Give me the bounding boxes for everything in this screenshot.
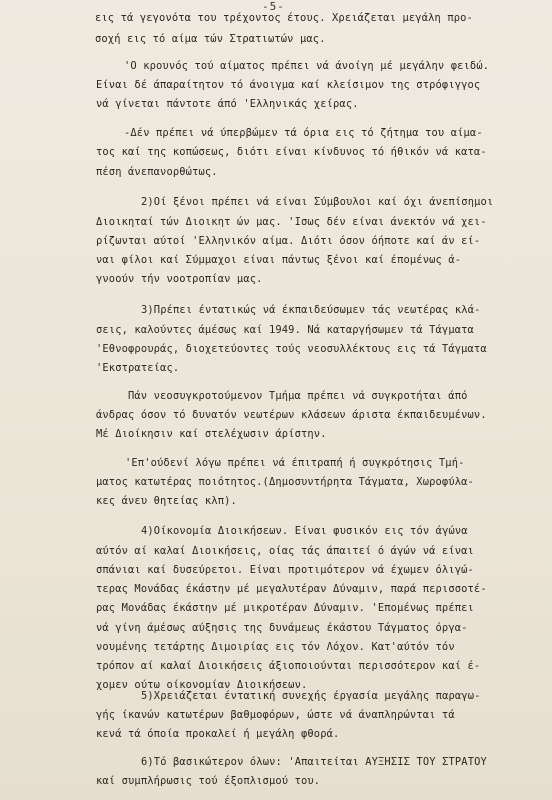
text-line: -Δέν πρέπει νά ύπερβώμεν τά όρια εις τό ζήτημα του αίμα- <box>124 127 483 139</box>
text-line: σεις, καλούντες άμέσως καί 1949. Νά καταργήσωμεν τά Τάγματα <box>96 324 474 336</box>
page-number: -5- <box>262 0 285 13</box>
text-line: άνδρας όσον τό δυνατόν νεωτέρων κλάσεων άριστα έκπαιδευμένων. <box>96 409 487 421</box>
text-line: σοχή εις τό αίμα τών Στρατιωτών μας. <box>95 33 326 45</box>
text-line: Είναι δέ άπαραίτητον τό άνοιγμα καί κλείσιμον της στρόφιγγος <box>96 79 481 91</box>
text-line: 2)Οί ξένοι πρέπει νά είναι Σύμβουλοι καί όχι άνεπίσημοι <box>141 196 494 208</box>
text-line: 'Επ'ούδενί λόγω πρέπει νά έπιτραπή ή συγκρότησις Τμή- <box>125 457 465 469</box>
text-line: χομεν ούτω οίκονομίαν Διοικήσεων. <box>96 679 308 691</box>
text-line: κες άνευ θητείας κλπ). <box>96 495 237 507</box>
text-line: γνοούν τήν νοοτροπίαν μας. <box>96 273 263 285</box>
text-line: 'Εθνοφρουράς, διοχετεύοντες τούς νεοσυλλέκτους εις τά Τάγματα <box>96 343 487 355</box>
text-line: αύτόν αί καλαί Διοικήσεις, οίας τάς άπαιτεί ό άγών νά είναι <box>96 545 474 557</box>
text-line: νά γίνεται πάντοτε άπό 'Ελληνικάς χείρας. <box>96 98 359 110</box>
text-line: 4)Οίκονομία Διοικήσεων. Είναι φυσικόν εις τόν άγώνα <box>141 525 468 537</box>
text-line: Πάν νεοσυγκροτούμενον Τμήμα πρέπει νά συγκροτήται άπό <box>128 390 468 402</box>
text-line: τρόπον αί καλαί Διοικήσεις άξιοποιούνται περισσότερον καί έ- <box>96 660 481 672</box>
text-line: νουμένης τετάρτης Διμοιρίας εις τόν Λόχον. Κατ'αύτόν τόν <box>96 641 455 653</box>
text-line: εις τά γεγονότα του τρέχοντος έτους. Χρειάζεται μεγάλη προ- <box>95 12 473 24</box>
text-line: Διοικηταί τών Διοικητ ών μας. 'Ισως δέν είναι άνεκτόν νά χει- <box>96 216 487 228</box>
text-line: κενά τά όποία προκαλεί ή μεγάλη φθορά. <box>96 728 340 740</box>
text-line: τερας Μονάδας έκάστην μέ μεγαλυτέραν Δύναμιν, παρά περισσοτέ- <box>96 583 487 595</box>
text-line: γής ίκανών κατωτέρων βαθμοφόρων, ώστε νά άναπληρώνται τά <box>96 709 455 721</box>
text-line: ματος κατωτέρας ποιότητος.(Δημοσυντήρητα Τάγματα, Χωροφύλα- <box>96 476 474 488</box>
text-line: 6)Τό βασικώτερον όλων: 'Απαιτείται ΑΥΞΗΣΙΣ ΤΟΥ ΣΤΡΑΤΟΥ <box>141 756 487 768</box>
text-line: 'Ο κρουνός τού αίματος πρέπει νά άνοίγη μέ μεγάλην φειδώ. <box>124 60 490 72</box>
text-line: 'Εκστρατείας. <box>96 362 180 374</box>
text-line: σπάνιαι καί δυσεύρετοι. Είναι προτιμότερον νά έχωμεν όλιγώ- <box>96 564 474 576</box>
text-line: καί συμπλήρωσις τού έξοπλισμού του. <box>96 775 321 787</box>
text-line: ρίζωνται αύτοί 'Ελληνικόν αίμα. Διότι όσον όήποτε καί άν εί- <box>96 235 481 247</box>
text-line: τος καί της κοπώσεως, διότι είναι κίνδυνος τό ήθικόν νά κατα- <box>96 146 487 158</box>
text-line: 3)Πρέπει έντατικώς νά έκπαιδεύσωμεν τάς νεωτέρας κλά- <box>141 304 481 316</box>
text-line: ναι φίλοι καί Σύμμαχοι είναι πάντως ξένοι καί έπομένως ά- <box>96 254 462 266</box>
text-line: Μέ Διοίκησιν καί στελέχωσιν άρίστην. <box>96 428 327 440</box>
text-line: πέση άνεπανορθώτως. <box>96 166 218 178</box>
text-line: ρας Μονάδας έκάστην μέ μικροτέραν Δύναμιν. 'Επομένως πρέπει <box>96 602 474 614</box>
text-line: νά γίνη άμέσως αύξησις της δυνάμεως έκάστου Τάγματος όργα- <box>96 622 468 634</box>
text-line: 5)Χρειάζεται έντατική συνεχής έργασία μεγάλης παραγω- <box>141 690 481 702</box>
